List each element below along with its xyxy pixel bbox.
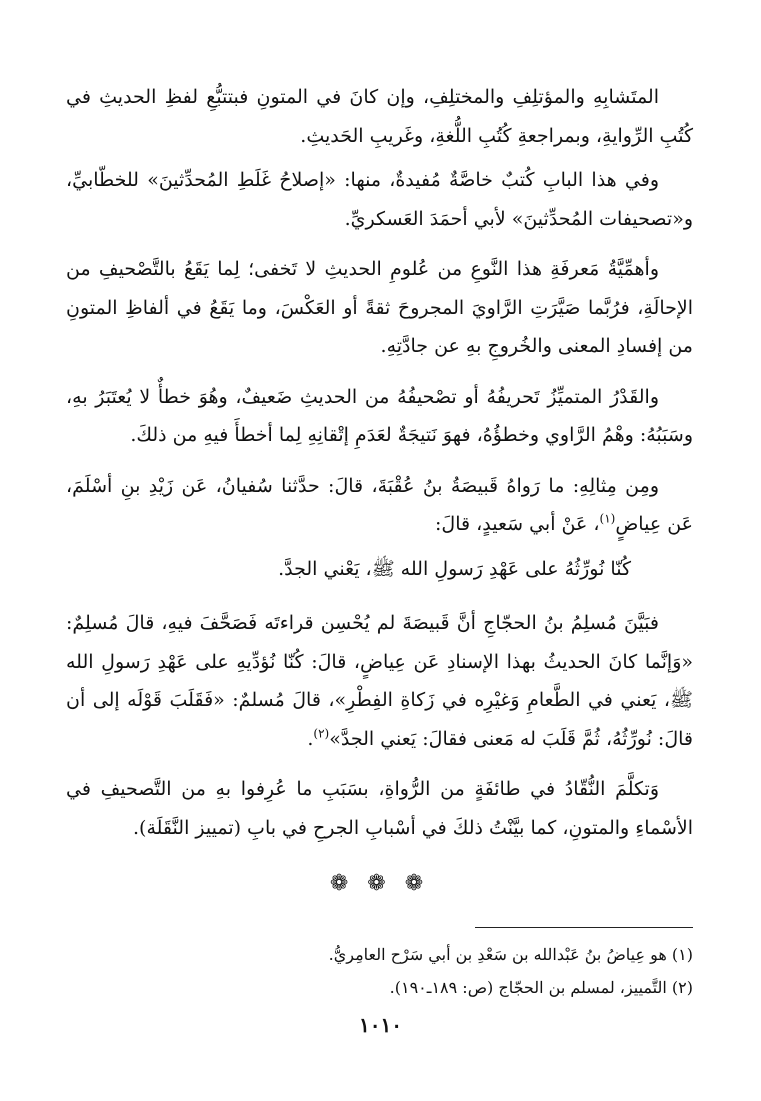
analysis-text: فبَيَّنَ مُسلِمُ بنُ الحجّاجِ أنَّ قَبيصَةَ لم يُحْسِن قراءتَه فَصَحَّفَ فيهِ، قالَ مُسلِمٌ: «وَإنَّما كانَ الحديثُ بهذا الإسنادِ عَن عِياضٍ، قالَ: كُنّا نُؤدِّيهِ على عَهْدِ رَسولِ الله ﷺ، يَعني في الطَّعامِ وَغيْرِه في زَكاةِ الفِطْرِ»، قالَ مُسلمٌ: «فَقَلَبَ قَوْلَه إلى أن قالَ: نُورِّثُهُ، ثُمَّ قَلَبَ له مَعنى فقالَ: يَعني الجدَّ»	[66, 612, 694, 750]
ornament-divider	[66, 865, 693, 895]
paragraph-ruling: والقَدْرُ المتميِّزُ تَحريفُهُ أو تصْحيفُهُ من الحديثِ ضَعيفٌ، وهُوَ خطأٌ لا يُعتَبَرُ بهِ، وسَبَبُهُ: وهْمُ الرَّاوي وخطؤُهُ، فهوَ نَتيجَةٌ لعَدَمِ إتْقانِهِ لِما أخطأَ فيهِ من ذلكَ.	[66, 385, 693, 446]
example-intro-text: ومِن مِثالِهِ: ما رَواهُ قَبيصَةُ بنُ عُقْبَةَ، قالَ: حدَّثنا سُفيانُ، عَن زَيْدِ بنِ أسْلَمَ، عَن عِياضٍ	[66, 474, 693, 535]
footnote-marker-2: (٢)	[313, 726, 330, 741]
hadith-quote: كُنّا نُورِّثُهُ على عَهْدِ رَسولِ الله ﷺ، يَعْني الجدَّ.	[278, 557, 631, 580]
paragraph-example-intro	[66, 467, 693, 544]
flower-ornament-icon: ❁	[329, 871, 355, 896]
flower-ornament-icon: ❁	[404, 871, 430, 896]
flower-ornament-icon: ❁	[367, 871, 392, 896]
footnotes	[66, 938, 693, 1004]
main-text	[66, 78, 693, 895]
footnote-2: (٢) التَّمييز، لمسلم بن الحجّاج (ص: ١٨٩ـ١٩٠).	[389, 978, 693, 997]
paragraph-closing: وَتكلَّمَ النُّقّادُ في طائفَةٍ من الرُّواةِ، بسَبَبِ ما عُرِفوا بهِ من التَّصحيفِ في الأسْماءِ والمتونِ، كما بيَّنْتُ ذلكَ في أسْبابِ الجرحِ في بابِ (تمييز النَّقَلَة).	[66, 778, 693, 839]
example-intro-end: ، عَنْ أبي سَعيدٍ، قالَ:	[435, 513, 600, 535]
paragraph-importance: وأهمِّيَّةُ مَعرفَةِ هذا النَّوعِ من عُلومِ الحديثِ لا تَخفى؛ لِما يَقَعُ بالتَّصْحيفِ من الإحالَةِ، فرُبَّما صَيَّرَتِ الرَّاويَ المجروحَ ثقةً أو العَكْسَ، وما يَقَعُ في ألفاظِ المتونِ من إفسادِ المعنى والخُروجِ بهِ عن جادَّتِهِ.	[66, 258, 693, 357]
footnote-1: (١) هو عِياضُ بنُ عَبْدالله بن سَعْدِ بن أبي سَرْح العامِريُّ.	[328, 945, 693, 964]
paragraph-sources: المتَشابِهِ والمؤتلِفِ والمختلِفِ، وإن كانَ في المتونِ فبتتبُّعِ لفظِ الحديثِ في كُتُبِ الرِّوايةِ، وبمراجعةِ كُتُبِ اللُّغةِ، وغَريبِ الحَديثِ.	[66, 86, 693, 147]
paragraph-analysis	[66, 604, 693, 758]
footnote-marker-1: (١)	[599, 511, 616, 526]
paragraph-books: وفي هذا البابِ كُتبٌ خاصَّةٌ مُفيدةٌ، منها: «إصلاحُ غَلَطِ المُحدِّثينَ» للخطّابيِّ، و«تصحيفات المُحدِّثينَ» لأبي أحمَدَ العَسكريِّ.	[66, 169, 693, 230]
analysis-end: .	[307, 727, 314, 750]
footnote-separator	[475, 927, 693, 928]
page-number: ١٠١٠	[359, 1013, 402, 1037]
